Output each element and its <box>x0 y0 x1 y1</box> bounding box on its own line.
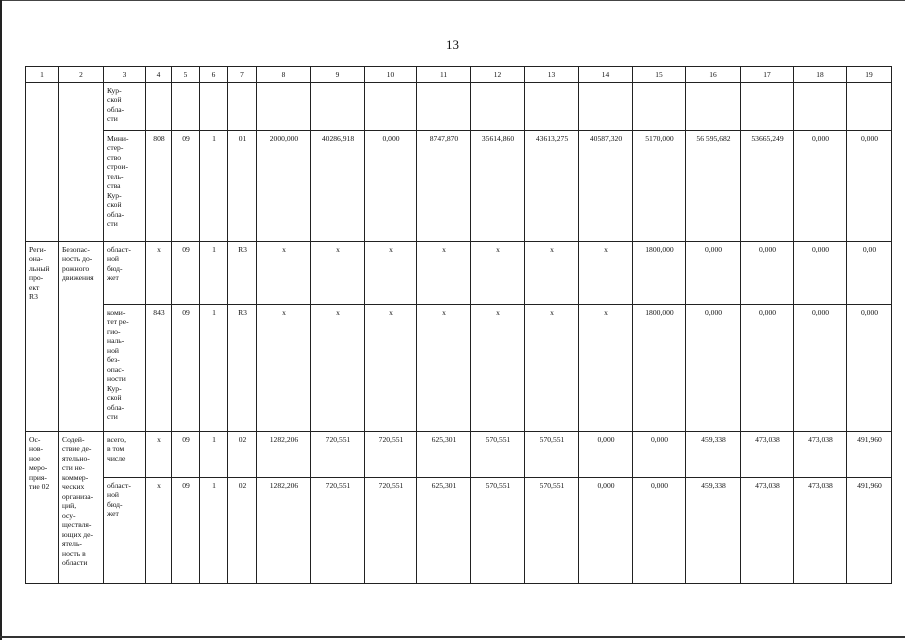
page-number: 13 <box>446 37 459 52</box>
value-cell: 459,338 <box>686 478 741 584</box>
value-cell: 53665,249 <box>741 131 794 242</box>
value-cell: 720,551 <box>365 432 417 478</box>
table-row <box>26 432 892 478</box>
funding-source-cell: област- ной бюд- жет <box>104 478 146 584</box>
value-cell: x <box>471 242 525 305</box>
value-cell <box>311 83 365 131</box>
column-header: 4 <box>146 67 172 83</box>
value-cell: 1800,000 <box>633 305 686 432</box>
value-cell: x <box>525 242 579 305</box>
value-cell: 808 <box>146 131 172 242</box>
value-cell: R3 <box>228 305 257 432</box>
value-cell: 2000,000 <box>257 131 311 242</box>
column-numbers-row <box>26 67 892 83</box>
value-cell: 43613,275 <box>525 131 579 242</box>
value-cell <box>471 83 525 131</box>
value-cell: 40286,918 <box>311 131 365 242</box>
value-cell: 1 <box>200 131 228 242</box>
column-header: 12 <box>471 67 525 83</box>
value-cell: 720,551 <box>311 432 365 478</box>
value-cell: x <box>257 305 311 432</box>
value-cell <box>794 83 847 131</box>
value-cell: 473,038 <box>794 478 847 584</box>
value-cell: x <box>365 305 417 432</box>
row-group-type-cell: Ос- нов- ное меро- прия- тие 02 <box>26 432 59 584</box>
table-row <box>26 305 892 432</box>
value-cell: 09 <box>172 242 200 305</box>
column-header: 11 <box>417 67 471 83</box>
value-cell: 02 <box>228 432 257 478</box>
value-cell: R3 <box>228 242 257 305</box>
value-cell: 0,000 <box>686 242 741 305</box>
value-cell <box>633 83 686 131</box>
value-cell: 843 <box>146 305 172 432</box>
value-cell: 720,551 <box>365 478 417 584</box>
row-group-type-cell <box>26 83 59 242</box>
column-header: 6 <box>200 67 228 83</box>
value-cell: 1800,000 <box>633 242 686 305</box>
column-header: 19 <box>847 67 892 83</box>
column-header: 9 <box>311 67 365 83</box>
value-cell <box>257 83 311 131</box>
value-cell: x <box>417 242 471 305</box>
value-cell <box>365 83 417 131</box>
value-cell: 8747,870 <box>417 131 471 242</box>
value-cell: 0,000 <box>365 131 417 242</box>
value-cell: 0,000 <box>633 478 686 584</box>
value-cell: x <box>257 242 311 305</box>
value-cell: 0,00 <box>847 242 892 305</box>
value-cell: 491,960 <box>847 478 892 584</box>
value-cell <box>417 83 471 131</box>
page-edge-left <box>0 0 2 640</box>
column-header: 18 <box>794 67 847 83</box>
value-cell: x <box>146 242 172 305</box>
value-cell: x <box>579 305 633 432</box>
value-cell: 1 <box>200 478 228 584</box>
funding-source-cell: област- ной бюд- жет <box>104 242 146 305</box>
value-cell: 0,000 <box>794 305 847 432</box>
value-cell: 0,000 <box>847 131 892 242</box>
column-header: 8 <box>257 67 311 83</box>
value-cell: 0,000 <box>633 432 686 478</box>
value-cell: 0,000 <box>741 242 794 305</box>
value-cell: x <box>146 432 172 478</box>
column-header: 16 <box>686 67 741 83</box>
value-cell <box>579 83 633 131</box>
value-cell: 625,301 <box>417 478 471 584</box>
value-cell <box>847 83 892 131</box>
value-cell: 473,038 <box>741 432 794 478</box>
value-cell <box>200 83 228 131</box>
value-cell: x <box>417 305 471 432</box>
value-cell: 0,000 <box>847 305 892 432</box>
value-cell <box>741 83 794 131</box>
value-cell: 570,551 <box>471 478 525 584</box>
value-cell: x <box>579 242 633 305</box>
value-cell: 459,338 <box>686 432 741 478</box>
row-group-title-cell: Безопас- ность до- рожного движения <box>59 242 104 432</box>
value-cell <box>172 83 200 131</box>
value-cell: 09 <box>172 478 200 584</box>
value-cell: 02 <box>228 478 257 584</box>
value-cell <box>146 83 172 131</box>
table-row <box>26 131 892 242</box>
value-cell: 1282,206 <box>257 432 311 478</box>
column-header: 1 <box>26 67 59 83</box>
table-row <box>26 242 892 305</box>
value-cell: 01 <box>228 131 257 242</box>
value-cell: 570,551 <box>525 432 579 478</box>
value-cell: x <box>365 242 417 305</box>
value-cell: 720,551 <box>311 478 365 584</box>
row-group-title-cell: Содей- ствие де- ятельно- сти не- коммер- ческих организа- ций, осу- ществля- ющих де- ятель- ность в области <box>59 432 104 584</box>
value-cell: 09 <box>172 305 200 432</box>
value-cell <box>686 83 741 131</box>
page-edge-bottom <box>0 636 905 638</box>
value-cell <box>525 83 579 131</box>
value-cell: 1 <box>200 305 228 432</box>
value-cell: 09 <box>172 131 200 242</box>
funding-source-cell: всего, в том числе <box>104 432 146 478</box>
value-cell: x <box>525 305 579 432</box>
value-cell: 0,000 <box>686 305 741 432</box>
funding-source-cell: Мини- стер- ство строи- тель- ства Кур- ской обла- сти <box>104 131 146 242</box>
budget-table <box>25 66 892 584</box>
column-header: 17 <box>741 67 794 83</box>
value-cell: 570,551 <box>471 432 525 478</box>
value-cell: 473,038 <box>741 478 794 584</box>
value-cell: 0,000 <box>579 432 633 478</box>
value-cell: 0,000 <box>794 242 847 305</box>
funding-source-cell: коми- тет ре- гио- наль- ной без- опас- ности Кур- ской обла- сти <box>104 305 146 432</box>
value-cell: x <box>146 478 172 584</box>
value-cell: x <box>311 305 365 432</box>
column-header: 5 <box>172 67 200 83</box>
value-cell: 625,301 <box>417 432 471 478</box>
column-header: 14 <box>579 67 633 83</box>
column-header: 15 <box>633 67 686 83</box>
column-header: 7 <box>228 67 257 83</box>
page-edge-top <box>0 0 905 1</box>
value-cell: 0,000 <box>794 131 847 242</box>
column-header: 2 <box>59 67 104 83</box>
value-cell: 1 <box>200 242 228 305</box>
value-cell: 570,551 <box>525 478 579 584</box>
column-header: 13 <box>525 67 579 83</box>
value-cell: 09 <box>172 432 200 478</box>
value-cell: 5170,000 <box>633 131 686 242</box>
value-cell: 491,960 <box>847 432 892 478</box>
column-header: 10 <box>365 67 417 83</box>
value-cell: 0,000 <box>741 305 794 432</box>
value-cell: x <box>311 242 365 305</box>
column-header: 3 <box>104 67 146 83</box>
value-cell <box>228 83 257 131</box>
value-cell: 473,038 <box>794 432 847 478</box>
row-group-title-cell <box>59 83 104 242</box>
row-group-type-cell: Реги- она- льный про- ект R3 <box>26 242 59 432</box>
value-cell: 0,000 <box>579 478 633 584</box>
table-row <box>26 83 892 131</box>
value-cell: 56 595,682 <box>686 131 741 242</box>
table-row <box>26 478 892 584</box>
value-cell: 35614,860 <box>471 131 525 242</box>
value-cell: 40587,320 <box>579 131 633 242</box>
value-cell: 1 <box>200 432 228 478</box>
value-cell: x <box>471 305 525 432</box>
value-cell: 1282,206 <box>257 478 311 584</box>
funding-source-cell: Кур- ской обла- сти <box>104 83 146 131</box>
